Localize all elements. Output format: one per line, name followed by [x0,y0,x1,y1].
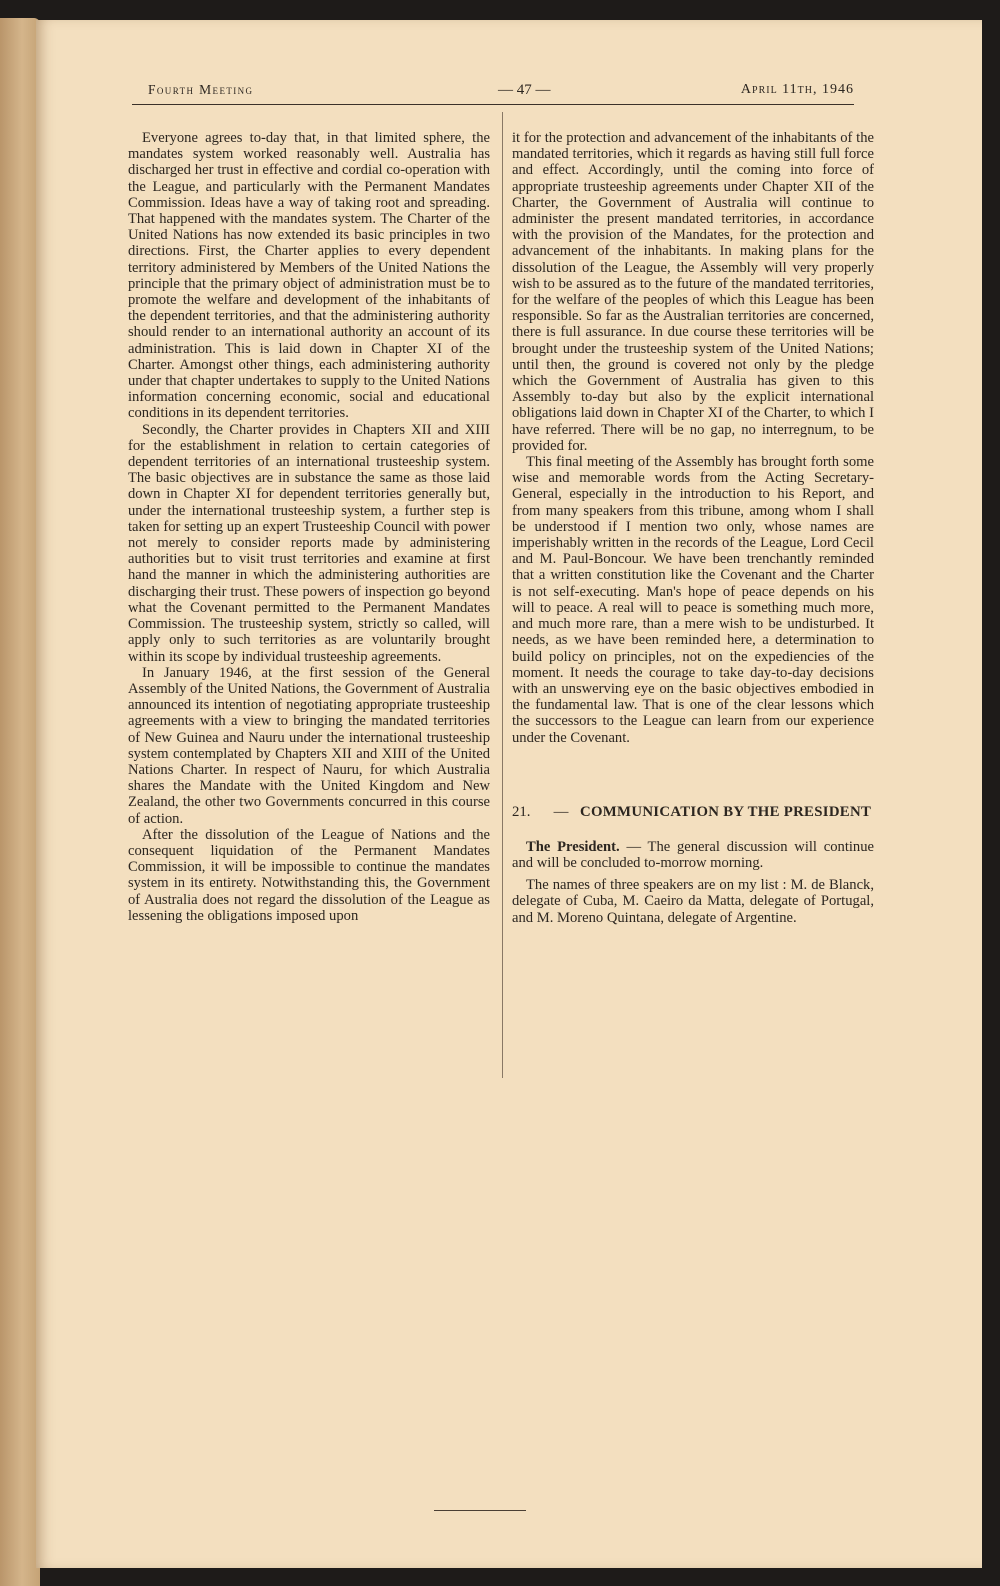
right-column [512,130,874,926]
paragraph: This final meeting of the Assembly has brought forth some wise and memorable words from the Acting Secretary-General, especially in the introduction to his Report, and from many speakers from this tribune, among whom I shall be understood if I mention two only, whose names are imperishably written in the records of the League, Lord Cecil and M. Paul-Boncour. We have been trenchantly reminded that a written constitution like the Covenant and the Charter is not self-executing. Man's hope of peace depends on his will to peace. A real will to peace is something much more, and much more rare, than a mere wish to be undisturbed. It needs, as we have been reminded here, a determination to build policy on principles, not on the expediencies of the moment. It needs the courage to take day-to-day decisions with an unswerving eye on the basic objectives embodied in the fundamental law. That is one of the clear lessons which the successors to the League can learn from our experience under the Covenant. [512,454,874,746]
paragraph: it for the protection and advancement of the inhabitants of the mandated territories, which it regards as having still full force and effect. Accordingly, until the coming into force of appropriate trusteeship agreements under Chapter XII of the Charter, the Government of Australia will continue to administer the present mandated territories, in accordance with the provision of the Mandates, for the protection and advancement of the inhabitants. In making plans for the dissolution of the League, the Assembly will very properly wish to be assured as to the future of the mandated territories, for the welfare of the peoples of which this League has been responsible. So far as the Australian territories are concerned, there is full assurance. In due course these territories will be brought under the trusteeship system of the United Nations; until then, the ground is covered not only by the pledge which the Government of Australia has given to this Assembly to-day but also by the explicit international obligations laid down in Chapter XI of the Charter, to which I have referred. There will be no gap, no interregnum, to be provided for. [512,130,874,454]
speech-text: — The general discussion will continue and will be concluded to-morrow morning. [512,838,874,871]
section-title: COMMUNICATION BY THE PRESIDENT [580,803,872,820]
speakers-list-paragraph: The names of three speakers are on my list : M. de Blanck, delegate of Cuba, M. Caeiro da Matta, delegate of Portugal, and M. Moreno Quintana, delegate of Argentine. [512,877,874,926]
page-number: — 47 — [498,82,551,98]
running-header-date: April 11th, 1946 [740,82,854,97]
president-statement [512,839,874,871]
paragraph: In January 1946, at the first session of the General Assembly of the United Nations, the Government of Australia announced its intention of negotiating appropriate trusteeship agreements with a view to bringing the mandated territories of New Guinea and Nauru under the international trusteeship system contemplated by Chapters XII and XIII of the United Nations Charter. In respect of Nauru, for which Australia shares the Mandate with the United Kingdom and New Zealand, the other two Governments concurred in this course of action. [128,664,490,827]
section-dash: — [553,803,569,820]
left-column [128,130,490,924]
end-rule [434,1510,526,1511]
paragraph: After the dissolution of the League of Nations and the consequent liquidation of the Permanent Mandates Commission, it will be impossible to continue the mandates system in its entirety. Notwithstanding this, the Government of Australia does not regard the dissolution of the League as lessening the obligations imposed upon [128,826,490,924]
paragraph: Secondly, the Charter provides in Chapters XII and XIII for the establishment in relation to certain categories of dependent territories of an international trusteeship system. The basic objectives are in substance the same as those laid down in Chapter XI for dependent territories generally but, under the international trusteeship system, a further step is taken for setting up an expert Trusteeship Council with power not merely to consider reports made by administering authorities but to visit trust territories and examine at first hand the manner in which the administering authorities are discharging their trust. These powers of inspection go beyond what the Covenant permitted to the Permanent Mandates Commission. The trusteeship system, strictly so called, will apply only to such territories as are voluntarily brought within its scope by individual trusteeship agreements. [128,421,490,665]
header-rule [132,104,854,105]
section-heading [512,804,874,821]
running-header-left: Fourth Meeting [148,82,254,97]
column-divider [502,112,503,1078]
paragraph: Everyone agrees to-day that, in that limited sphere, the mandates system worked reasonably well. Australia has discharged her trust in effective and cordial co-operation with the League, and particularly with the Permanent Mandates Commission. Ideas have a way of taking root and spreading. That happened with the mandates system. The Charter of the United Nations has now extended its basic principles in two directions. First, the Charter applies to every dependent territory administered by Members of the United Nations the principle that the primary object of administration must be to promote the welfare and development of the inhabitants of the dependent territories, and that the administering authority should render to an international authority an account of its administration. This is laid down in Chapter XI of the Charter. Amongst other things, each administering authority under that chapter undertakes to supply to the United Nations information concerning economic, social and educational conditions in its dependent territories. [128,130,490,422]
section-number: 21. [512,803,531,820]
previous-page-edge [0,18,40,1586]
document-page [36,20,982,1568]
speaker-name: The President. [526,838,620,855]
